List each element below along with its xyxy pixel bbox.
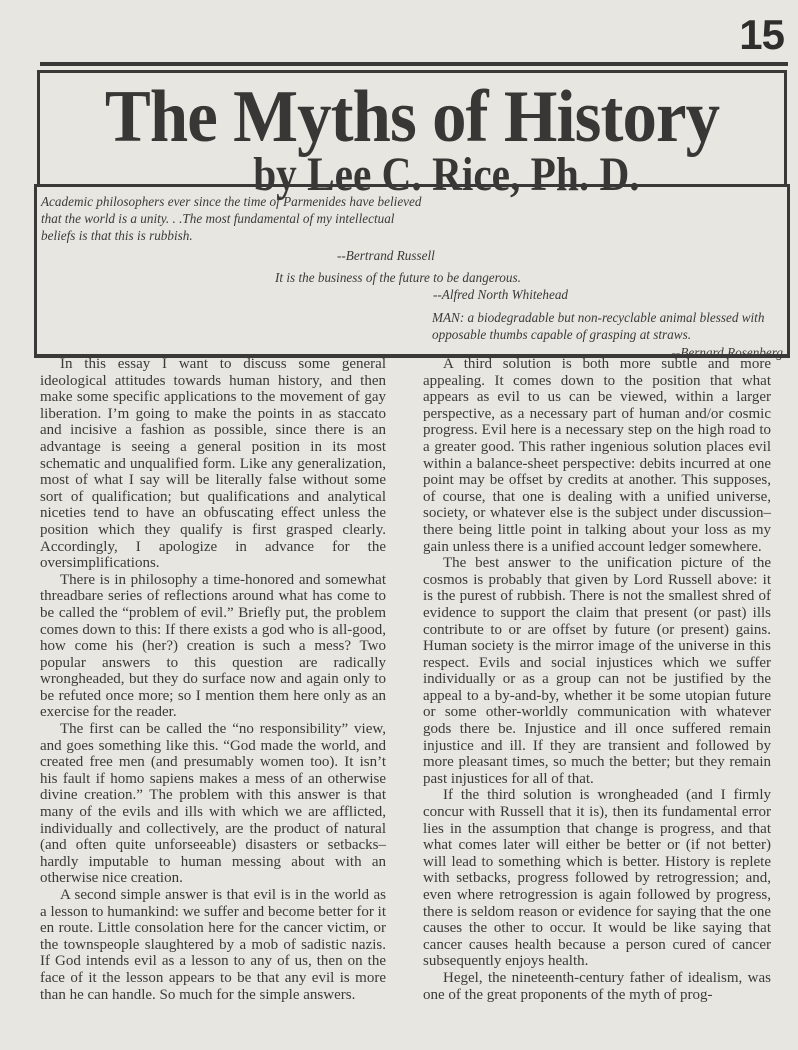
- paragraph: There is in philosophy a time-honored and somewhat threadbare series of reflections around what has come to be called the “problem of evil.” Briefly put, the problem comes down to this: If there exists a god who is all-good, how come his (her?) creation is such a mess? Two popular answers to this question are radically wrongheaded, but they do surface now and again only to be refuted once more; so I mention them here only as an exercise for the reader.: [40, 571, 386, 721]
- paragraph: The first can be called the “no responsibility” view, and goes something like this. “God made the world, and created free men (and presumably women too). It isn’t his fault if homo sapiens makes a mess of an otherwise divine creation.” The problem with this answer is that many of the evils and ills with which we are afflicted, individually and collectively, are the product of natural (and often quite unforseeable) disasters or setbacks–hardly imputable to human messing about with an otherwise nice creation.: [40, 721, 386, 887]
- right-column: [423, 356, 771, 1003]
- article-byline: by Lee C. Rice, Ph. D.: [253, 148, 640, 201]
- epigraph-text: It is the business of the future to be dangerous.: [275, 270, 521, 285]
- epigraph-text: MAN: a biodegradable but non-recyclable animal blessed with opposable thumbs capable of grasping at straws.: [432, 310, 765, 342]
- epigraph-attribution: --Bertrand Russell: [337, 248, 435, 263]
- article-title: The Myths of History: [104, 76, 720, 158]
- epigraph-box: [34, 184, 790, 358]
- paragraph: In this essay I want to discuss some general ideological attitudes towards human history, and then make some specific applications to the movement of gay liberation. I’m going to make the points in as staccato and incisive a fashion as possible, since there is an advantage is seeing a general position in its most schematic and unqualified form. Like any generalization, most of what I say will be literally false without some sort of qualification; but qualifications and analytical niceties tend to have an obfuscating effect unless the position which they qualify is first grasped clearly. Accordingly, I apologize in advance for the oversimplifications.: [40, 356, 386, 572]
- title-box: [37, 70, 787, 201]
- epigraph-text: Academic philosophers ever since the time of Parmenides have believed that the world is a unity. . .The most fundamental of my intellectual beliefs is that this is rubbish.: [41, 194, 422, 243]
- epigraph-attribution: --Bernard Rosenberg: [671, 345, 783, 360]
- paragraph: A second simple answer is that evil is in the world as a lesson to humankind: we suffer and become better for it en route. Little consolation here for the cancer victim, or the townspeople slaughtered by a mob of sadistic nazis. If God intends evil as a lesson to any of us, then on the face of it the lesson appears to be that any evil is more than he can handle. So much for the simple answers.: [40, 887, 386, 1003]
- left-column: [40, 356, 386, 1003]
- paragraph: If the third solution is wrongheaded (and I firmly concur with Russell that it is), then its fundamental error lies in the assumption that change is progress, and that what comes later will either be better or (if not better) will lead to something which is better. History is replete with setbacks, progress followed by retrogression; and, even where retrogression is again followed by progress, there is seldom reason or evidence for saying that the one causes the other to occur. It would be like saying that cancer causes health because a person cured of cancer subsequently enjoys health.: [423, 787, 771, 970]
- paragraph: A third solution is both more subtle and more appealing. It comes down to the position that what appears as evil to us can be viewed, within a larger perspective, as a necessary part of human and/or cosmic progress. Evil here is a necessary step on the high road to a greater good. This rather ingenious solution places evil within a balance-sheet perspective: debits incurred at one point may be offset by credits at another. This supposes, of course, that one is dealing with a unified universe, society, or whatever else is the subject under discussion–there being little point in talking about your loss as my gain unless there is a unified account ledger somewhere.: [423, 356, 771, 555]
- paragraph: The best answer to the unification picture of the cosmos is probably that given by Lord Russell above: it is the purest of rubbish. There is not the smallest shred of evidence to support the claim that present (or past) ills contribute to or are offset by future (or present) gains. Human society is the mirror image of the universe in this respect. Evils and social injustices which we suffer individually or as a group can not be justified by the appeal to a by-and-by, whether it be some utopian future or some other-worldly communication with whatever gods there be. Injustice and ill once suffered remain injustice and ill. If they are transient and followed by more pleasant times, so much the better; but they remain past injustices for all of that.: [423, 555, 771, 787]
- page-number: 15: [739, 11, 784, 58]
- paragraph: Hegel, the nineteenth-century father of idealism, was one of the great proponents of the myth of prog-: [423, 969, 771, 1003]
- header-rule: [40, 62, 788, 66]
- epigraph-attribution: --Alfred North Whitehead: [433, 287, 569, 302]
